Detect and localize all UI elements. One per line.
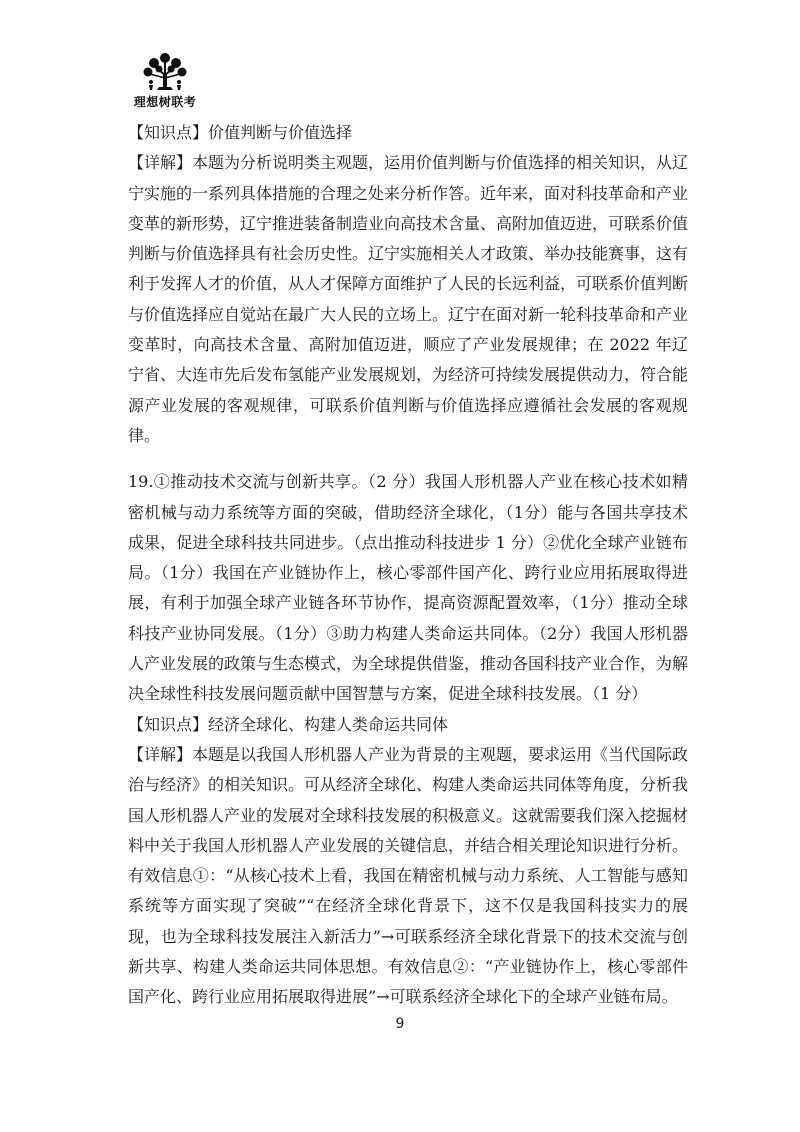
knowledge-point-19: 【知识点】经济全球化、构建人类命运共同体 bbox=[128, 714, 449, 734]
answer-paragraph-19: 19.①推动技术交流与创新共享。（2 分）我国人形机器人产业在核心技术如精密机械与动力系统等方面的突破，借助经济全球化，（1分）能与各国共享技术成果，促进全球科技共同进步。（点出推动科技进步 1 分）②优化全球产业链布局。（1分）我国在产业链协作上，核心零部件国产化、跨行业应用拓展取得进展，有利于加强全球产业链各环节协作，提高资源配置效率，（1分）推动全球科技产业协同发展。（1分）③助力构建人类命运共同体。（2分）我国人形机器人产业发展的政策与生态模式，为全球提供借鉴，推动各国科技产业合作，为解决全球性科技发展问题贡献中国智慧与方案，促进全球科技发展。（1 分） bbox=[128, 472, 689, 704]
tree-logo-icon bbox=[142, 52, 188, 92]
logo bbox=[130, 52, 200, 110]
document-body bbox=[128, 118, 688, 1013]
detail-paragraph-19: 【详解】本题是以我国人形机器人产业为背景的主观题，要求运用《当代国际政治与经济》的相关知识。可从经济全球化、构建人类命运共同体等角度，分析我国人形机器人产业的发展对全球科技发展的积极意义。这就需要我们深入挖掘材料中关于我国人形机器人产业发展的关键信息，并结合相关理论知识进行分析。 bbox=[128, 744, 689, 855]
paragraph-gap bbox=[128, 451, 688, 467]
knowledge-point-18: 【知识点】价值判断与价值选择 bbox=[128, 123, 353, 142]
page-number: 9 bbox=[395, 1016, 405, 1032]
effective-info-paragraph: 有效信息①：“从核心技术上看，我国在精密机械与动力系统、人工智能与感知系统等方面实现了突破”“在经济全球化背景下，这不仅是我国科技实力的展现，也为全球科技发展注入新活力”→可联系经济全球化背景下的技术交流与创新共享、构建人类命运共同体思想。有效信息②：“产业链协作上，核心零部件国产化、跨行业应用拓展取得进展”→可联系经济全球化下的全球产业链布局。 bbox=[128, 866, 688, 1007]
detail-paragraph-18: 【详解】本题为分析说明类主观题，运用价值判断与价值选择的相关知识，从辽宁实施的一系列具体措施的合理之处来分析作答。近年来，面对科技革命和产业变革的新形势，辽宁推进装备制造业向高技术含量、高附加值迈进，可联系价值判断与价值选择具有社会历史性。辽宁实施相关人才政策、举办技能赛事，这有利于发挥人才的价值，从人才保障方面维护了人民的长远利益，可联系价值判断与价值选择应自觉站在最广大人民的立场上。辽宁在面对新一轮科技革命和产业变革时，向高技术含量、高附加值迈进，顺应了产业发展规律；在 2022 年辽宁省、大连市先后发布氢能产业发展规划，为经济可持续发展提供动力，符合能源产业发展的客观规律，可联系价值判断与价值选择应遵循社会发展的客观规律。 bbox=[128, 153, 689, 445]
logo-text: 理想树联考 bbox=[133, 95, 197, 109]
